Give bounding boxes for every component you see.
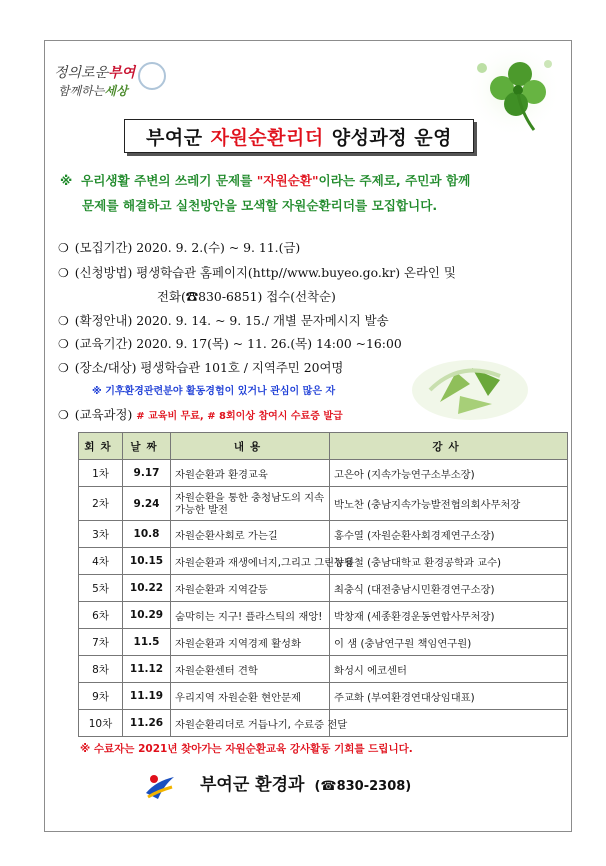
- table-row: 10차 11.26 자원순환리더로 거듭나기, 수료증 전달: [79, 710, 568, 737]
- clover-icon: [462, 44, 566, 136]
- recycle-icon: [400, 350, 530, 426]
- table-row: 7차 11.5 자원순환과 지역경제 활성화 이 샘 (충남연구원 책임연구원): [79, 629, 568, 656]
- intro-text: ※ 우리생활 주변의 쓰레기 문제를 "자원순환"이라는 주제로, 주민과 함께 문제를 해결하고 실천방안을 모색할 자원순환리더를 모집합니다.: [60, 173, 471, 213]
- place-target: ❍ (장소/대상) 평생학습관 101호 / 지역주민 20여명: [58, 360, 344, 375]
- header-date: 날짜: [123, 433, 171, 460]
- apply-method-cont: 전화(☎830-6851) 접수(선착순): [157, 289, 336, 304]
- header-content: 내용: [171, 433, 330, 460]
- table-row: 9차 11.19 우리지역 자원순환 현안문제 주교화 (부여환경연대상임대표): [79, 683, 568, 710]
- target-note: ※ 기후환경관련분야 활동경험이 있거나 관심이 많은 자: [92, 386, 336, 397]
- buyeo-logo-icon: 정의로운부여 함께하는세상: [54, 62, 164, 108]
- table-row: 8차 11.12 자원순환센터 견학 화성시 에코센터: [79, 656, 568, 683]
- apply-method: ❍ (신청방법) 평생학습관 홈페이지(http//www.buyeo.go.kr) 온라인 및: [58, 265, 456, 280]
- header-lecturer: 강사: [330, 433, 568, 460]
- confirm-notice: ❍ (확정안내) 2020. 9. 14. ~ 9. 15./ 개별 문자메시지 발송: [58, 313, 389, 328]
- table-row: 6차 10.29 숨막히는 지구! 플라스틱의 재앙! 박창재 (세종환경운동연합사무처장): [79, 602, 568, 629]
- schedule-table: [78, 432, 568, 737]
- table-row: 1차 9.17 자원순환과 환경교육 고은아 (지속가능연구소부소장): [79, 460, 568, 487]
- header-no: 회차: [79, 433, 123, 460]
- buyeo-symbol-icon: [144, 771, 176, 801]
- table-row: 5차 10.22 자원순환과 지역갈등 최충식 (대전충남시민환경연구소장): [79, 575, 568, 602]
- education-period: ❍ (교육기간) 2020. 9. 17(목) ~ 11. 26.(목) 14:00 ~16:00: [58, 336, 402, 351]
- department-contact: 부여군 환경과 (☎830-2308): [200, 775, 412, 795]
- page-title: 부여군 자원순환리더 양성과정 운영: [124, 119, 474, 153]
- curriculum: ❍ (교육과정) # 교육비 무료, # 8회이상 참여시 수료증 발급: [58, 407, 343, 422]
- table-row: 4차 10.15 자원순환과 재생에너지,그리고 그린뉴딜 장용철 (충남대학교 환경공학과 교수): [79, 548, 568, 575]
- table-row: 3차 10.8 자원순환사회로 가는길 홍수열 (자원순환사회경제연구소장): [79, 521, 568, 548]
- recruit-period: ❍ (모집기간) 2020. 9. 2.(수) ~ 9. 11.(금): [58, 240, 301, 255]
- table-row: 2차 9.24 자원순환을 통한 충청남도의 지속가능한 발전 박노찬 (충남지속가능발전협의회사무처장: [79, 487, 568, 521]
- completion-note: ※ 수료자는 2021년 찾아가는 자원순환교육 강사활동 기회를 드립니다.: [80, 743, 413, 755]
- table-header-row: [79, 433, 568, 460]
